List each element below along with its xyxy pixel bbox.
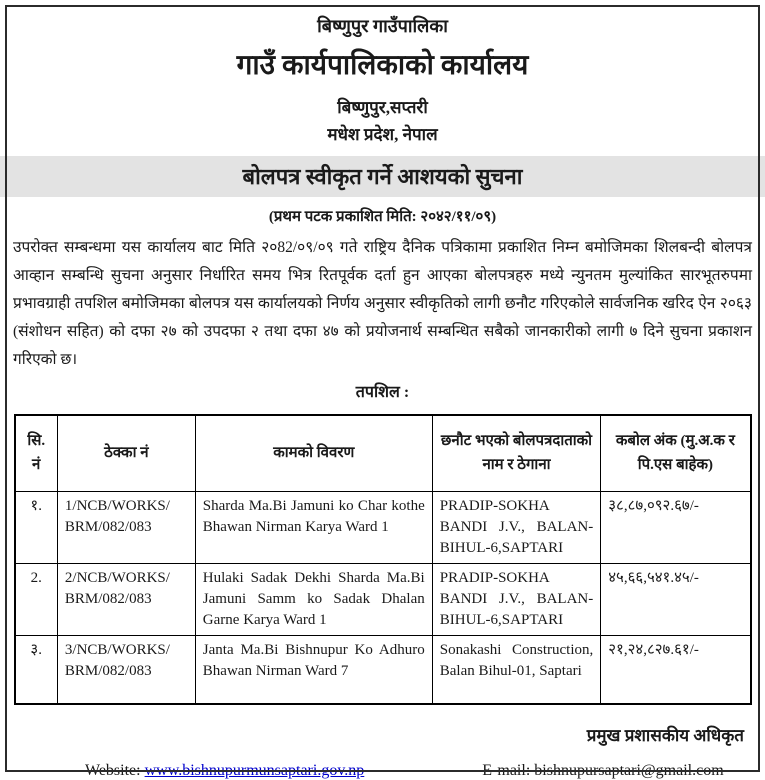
cell-bidder: Sonakashi Construction, Balan Bihul-01, Saptari (432, 635, 601, 704)
cell-contract-no: 3/NCB/WORKS/ BRM/082/083 (57, 635, 195, 704)
published-date-line: (प्रथम पटक प्रकाशित मिति: २०४२/११/०९) (268, 209, 497, 225)
cell-amount: ४५,६६,५४१.४५/- (601, 563, 751, 635)
cell-sn: 2. (15, 563, 58, 635)
website-line (85, 762, 364, 780)
table-row (15, 491, 751, 563)
cell-description: Hulaki Sadak Dekhi Sharda Ma.Bi Jamuni Samm ko Sadak Dhalan Garne Karya Ward 1 (195, 563, 432, 635)
notice-title-bar: बोलपत्र स्वीकृत गर्ने आशयको सुचना (0, 156, 765, 197)
cell-sn: ३. (15, 635, 58, 704)
bid-table (14, 414, 752, 705)
website-link[interactable]: www.bishnupurmunsaptari.gov.np (144, 762, 365, 779)
cell-amount: २१,२४,८२७.६१/- (601, 635, 751, 704)
cell-sn: १. (15, 491, 58, 563)
contact-row (13, 762, 752, 780)
website-label: Website: (85, 762, 141, 779)
col-header-description: कामको विवरण (195, 415, 432, 491)
col-header-bidder: छनौट भएको बोलपत्रदाताको नाम र ठेगाना (432, 415, 601, 491)
office-province: मधेश प्रदेश, नेपाल (327, 125, 438, 144)
table-row (15, 563, 751, 635)
details-label: तपशिल : (355, 384, 410, 401)
table-header-row (15, 415, 751, 491)
table-row (15, 635, 751, 704)
cell-amount: ३८,८७,०९२.६७/- (601, 491, 751, 563)
cell-contract-no: 1/NCB/WORKS/ BRM/082/083 (57, 491, 195, 563)
office-address: बिष्णुपुर,सप्तरी (337, 98, 428, 117)
notice-body-paragraph: उपरोक्त सम्बन्धमा यस कार्यालय बाट मिति २०82/०९/०९ गते राष्ट्रिय दैनिक पत्रिकामा प्रकाशित निम्न बमोजिमका शिलबन्दी बोलपत्र आव्हान सम्बन्धि सुचना अनुसार निर्धारित समय भित्र रितपूर्वक दर्ता हुन आएका बोलपत्रहरु मध्ये न्युनतम मुल्यांकित सारभूतरुपमा प्रभावग्राही तपशिल बमोजिमका बोलपत्र यस कार्यालयको निर्णय अनुसार स्वीकृतिको लागी छनौट गरिएकोले सार्वजनिक खरिद ऐन २०६३ (संशोधन सहित) को दफा २७ को उपदफा २ तथा दफा ४७ को प्रयोजनार्थ सम्बन्धित सबैको जानकारीको लागी ७ दिने सुचना प्रकाशन गरिएको छ। (13, 239, 752, 368)
col-header-sn: सि. नं (15, 415, 58, 491)
col-header-amount: कबोल अंक (मु.अ.क र पि.एस बाहेक) (601, 415, 751, 491)
cell-bidder: PRADIP-SOKHA BANDI J.V., BALAN-BIHUL-6,SAPTARI (432, 491, 601, 563)
signature-title: प्रमुख प्रशासकीय अधिकृत (586, 726, 744, 745)
cell-bidder: PRADIP-SOKHA BANDI J.V., BALAN-BIHUL-6,SAPTARI (432, 563, 601, 635)
cell-contract-no: 2/NCB/WORKS/ BRM/082/083 (57, 563, 195, 635)
email-line: E-mail: bishnupursaptari@gmail.com (482, 762, 724, 779)
cell-description: Janta Ma.Bi Bishnupur Ko Adhuro Bhawan Nirman Ward 7 (195, 635, 432, 704)
cell-description: Sharda Ma.Bi Jamuni ko Char kothe Bhawan Nirman Karya Ward 1 (195, 491, 432, 563)
col-header-contract-no: ठेक्का नं (57, 415, 195, 491)
office-name: गाउँ कार्यपालिकाको कार्यालय (236, 50, 529, 81)
municipality-name: बिष्णुपुर गाउँपालिका (317, 16, 448, 36)
